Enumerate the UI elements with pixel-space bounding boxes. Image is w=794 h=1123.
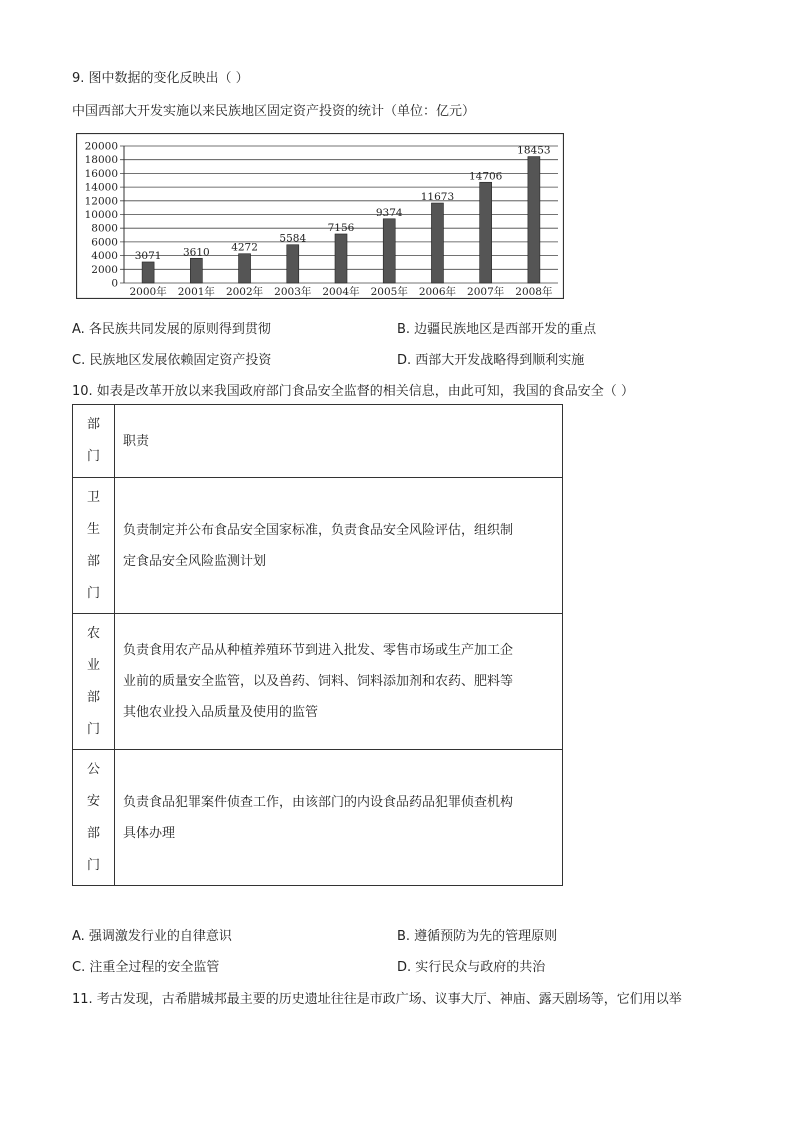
- table-row: [73, 614, 563, 750]
- header-duty: 职责: [115, 405, 563, 478]
- x-tick-label: 2006年: [418, 286, 457, 298]
- data-label: 7156: [327, 221, 355, 234]
- header-dept: 部门: [73, 405, 115, 478]
- bar: [528, 157, 540, 283]
- q10-option-b[interactable]: B. 遵循预防为先的管理原则: [397, 929, 558, 944]
- data-label: 3610: [182, 246, 210, 259]
- bar: [190, 258, 202, 283]
- table-row: [73, 750, 563, 886]
- y-tick-label: 16000: [84, 167, 118, 180]
- row-dept: 公安部门: [73, 750, 115, 886]
- y-tick-label: 0: [111, 277, 118, 290]
- y-tick-label: 14000: [84, 181, 118, 194]
- q9-option-b[interactable]: B. 边疆民族地区是西部开发的重点: [397, 322, 597, 337]
- x-tick-label: 2002年: [225, 286, 264, 298]
- bar: [335, 234, 347, 283]
- question-11-stem: 11. 考古发现，古希腊城邦最主要的历史遗址往往是市政广场、议事大厅、神庙、露天剧场等，它们用以举: [72, 992, 682, 1007]
- bar: [431, 203, 443, 283]
- data-label: 3071: [134, 249, 162, 262]
- bar: [287, 245, 299, 283]
- data-label: 4272: [231, 241, 258, 254]
- bar: [383, 219, 395, 283]
- data-label: 9374: [375, 206, 403, 219]
- row-dept: 农业部门: [73, 614, 115, 750]
- q9-option-c[interactable]: C. 民族地区发展依赖固定资产投资: [72, 353, 272, 368]
- data-label: 11673: [420, 191, 455, 204]
- row-duty: 负责食用农产品从种植养殖环节到进入批发、零售市场或生产加工企 业前的质量安全监管，以及兽药、饲料、饲料添加剂和农药、肥料等 其他农业投入品质量及使用的监管: [115, 614, 563, 750]
- x-tick-label: 2001年: [177, 286, 215, 298]
- y-tick-label: 6000: [91, 236, 118, 249]
- x-tick-label: 2000年: [129, 286, 167, 298]
- question-9-stem: 9. 图中数据的变化反映出（ ）: [72, 71, 249, 86]
- question-10-stem: 10. 如表是改革开放以来我国政府部门食品安全监督的相关信息，由此可知，我国的食品安全（ ）: [72, 384, 634, 399]
- row-dept: 卫生部门: [73, 478, 115, 614]
- table-row: [73, 478, 563, 614]
- data-label: 5584: [279, 232, 307, 245]
- row-duty: 负责制定并公布食品安全国家标准，负责食品安全风险评估，组织制 定食品安全风险监测计划: [115, 478, 563, 614]
- table-header-row: [73, 405, 563, 478]
- y-tick-label: 10000: [84, 209, 118, 221]
- bar: [480, 182, 492, 283]
- bar: [239, 254, 251, 283]
- q10-option-c[interactable]: C. 注重全过程的安全监管: [72, 960, 220, 975]
- q9-option-a[interactable]: A. 各民族共同发展的原则得到贯彻: [72, 322, 271, 337]
- y-tick-label: 20000: [84, 140, 118, 153]
- investment-bar-chart: [76, 133, 564, 299]
- q9-option-d[interactable]: D. 西部大开发战略得到顺利实施: [397, 353, 585, 368]
- q10-option-d[interactable]: D. 实行民众与政府的共治: [397, 960, 546, 975]
- data-label: 18453: [517, 144, 551, 157]
- y-tick-label: 18000: [84, 154, 118, 167]
- x-tick-label: 2008年: [515, 286, 553, 298]
- bar: [142, 262, 154, 283]
- row-duty: 负责食品犯罪案件侦查工作，由该部门的内设食品药品犯罪侦查机构 具体办理: [115, 750, 563, 886]
- x-tick-label: 2004年: [322, 286, 360, 298]
- x-tick-label: 2005年: [370, 286, 408, 298]
- food-safety-table: [72, 404, 563, 886]
- q10-option-a[interactable]: A. 强调激发行业的自律意识: [72, 929, 232, 944]
- data-label: 14706: [468, 170, 503, 183]
- y-tick-label: 4000: [91, 250, 118, 263]
- x-tick-label: 2003年: [274, 286, 312, 298]
- y-tick-label: 12000: [84, 195, 118, 208]
- y-tick-label: 8000: [91, 222, 118, 235]
- y-tick-label: 2000: [91, 263, 118, 276]
- chart-svg: [76, 133, 564, 299]
- chart-caption: 中国西部大开发实施以来民族地区固定资产投资的统计（单位：亿元）: [72, 104, 476, 119]
- x-tick-label: 2007年: [467, 286, 505, 298]
